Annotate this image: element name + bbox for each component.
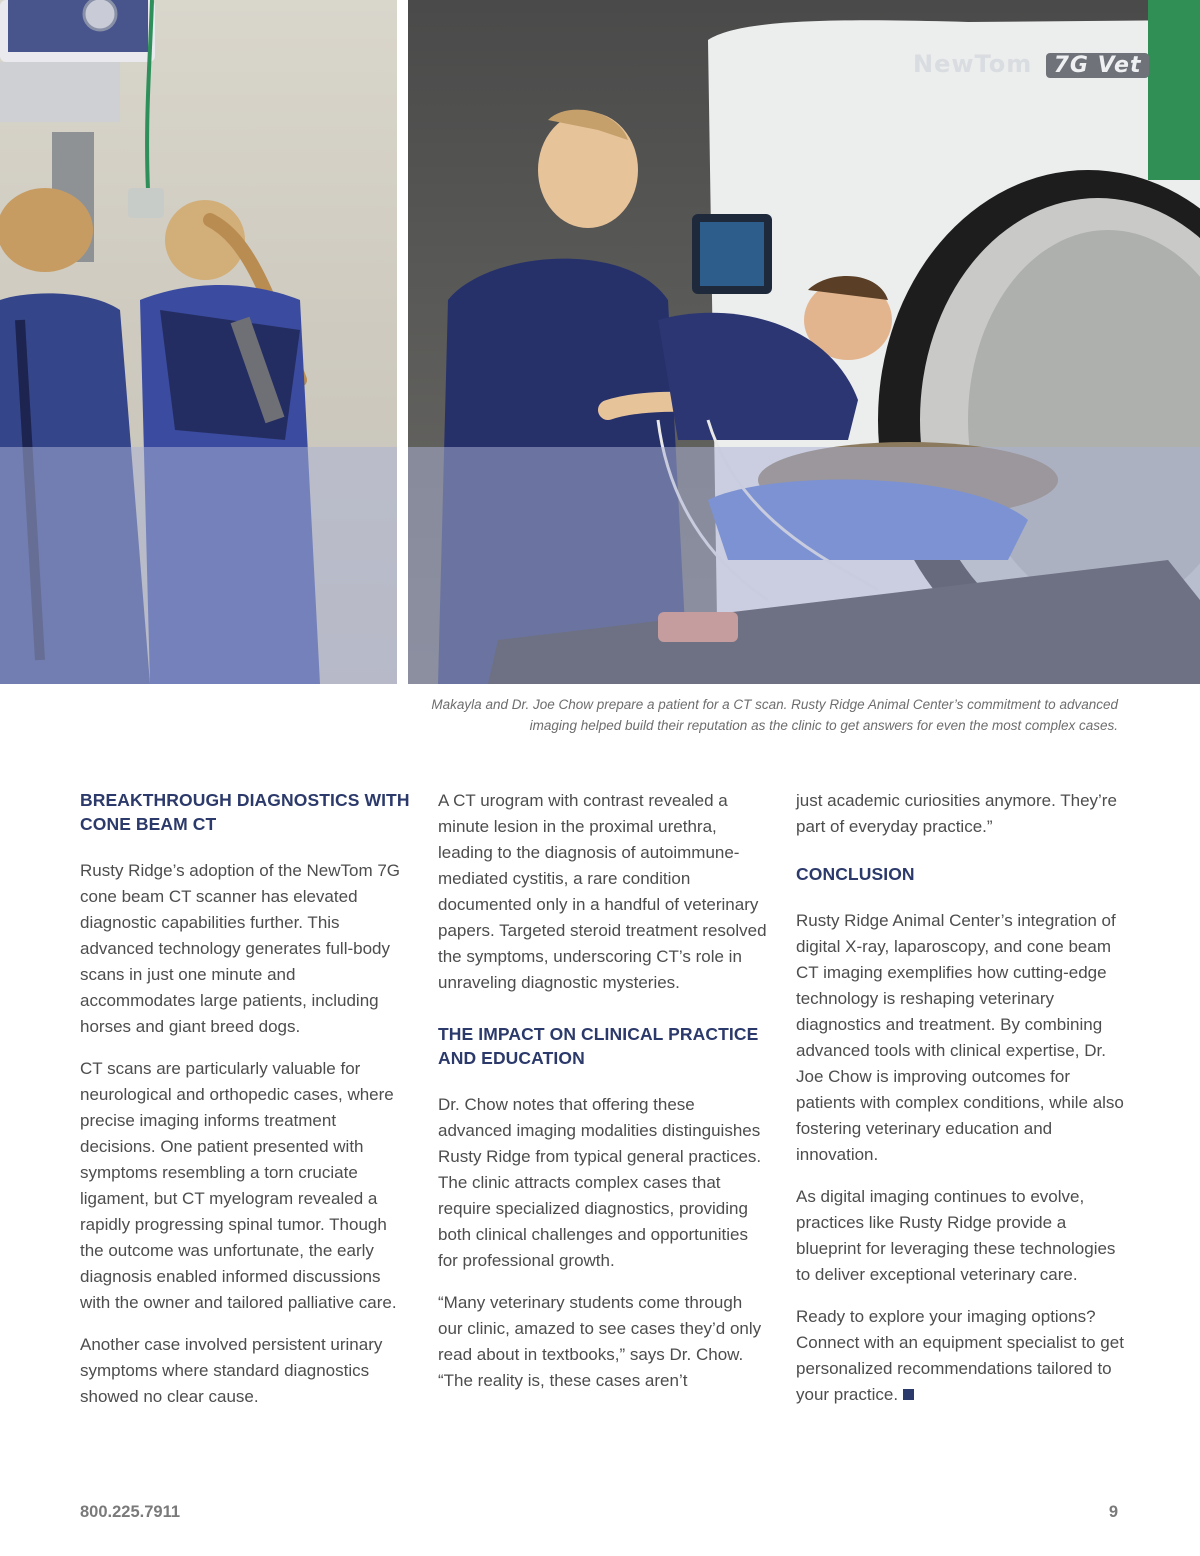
- paragraph: CT scans are particularly valuable for neurological and orthopedic cases, where precise imaging informs treatment decisions. One patient presented with symptoms resembling a torn cruciate ligament, but CT myelogram revealed a rapidly progressing spinal tumor. Though the outcome was unfortunate, the early diagnosis enabled informed discussions with the owner and tailored palliative care.: [80, 1059, 397, 1312]
- section-heading-conclusion: CONCLUSION: [796, 864, 915, 884]
- scanner-brand-label: [913, 50, 1142, 84]
- paragraph-closing: [796, 1304, 1126, 1408]
- scanner-model: 7G Vet: [1046, 53, 1150, 78]
- photo-left-technicians: [0, 0, 397, 684]
- photo-right-ct-scan: [408, 0, 1200, 684]
- section-heading-impact: THE IMPACT ON CLINICAL PRACTICE AND EDUCATION: [438, 1024, 759, 1068]
- paragraph: Rusty Ridge Animal Center’s integration of digital X-ray, laparoscopy, and cone beam CT imaging exemplifies how cutting-edge technology is reshaping veterinary diagnostics and treatment. By combining advanced tools with clinical expertise, Dr. Joe Chow is improving outcomes for patients with complex conditions, while also fostering veterinary education and innovation.: [796, 911, 1124, 1164]
- article-column-3: [796, 788, 1126, 1424]
- article-column-1: [80, 788, 410, 1426]
- paragraph: Rusty Ridge’s adoption of the NewTom 7G cone beam CT scanner has elevated diagnostic capabilities further. This advanced technology generates full-body scans in just one minute and accommodates large patients, including horses and giant breed dogs.: [80, 861, 401, 1036]
- photo-caption: Makayla and Dr. Joe Chow prepare a patient for a CT scan. Rusty Ridge Animal Center’s commitment to advanced imaging helped build their reputation as the clinic to get answers for even the most complex cases.: [431, 697, 1118, 733]
- paragraph: A CT urogram with contrast revealed a minute lesion in the proximal urethra, leading to the diagnosis of autoimmune-mediated cystitis, a rare condition documented only in a handful of veterinary papers. Targeted steroid treatment resolved the symptoms, underscoring CT’s role in unraveling diagnostic mysteries.: [438, 791, 767, 992]
- article-column-2: [438, 788, 768, 1410]
- end-of-article-square-icon: [903, 1389, 914, 1400]
- page-number: 9: [1108, 1503, 1118, 1521]
- paragraph: Dr. Chow notes that offering these advanced imaging modalities distinguishes Rusty Ridge from typical general practices. The clinic attracts complex cases that require specialized diagnostics, providing both clinical challenges and opportunities for professional growth.: [438, 1095, 762, 1270]
- photo-tint-overlay: [408, 447, 1200, 684]
- paragraph: Another case involved persistent urinary symptoms where standard diagnostics showed no clear cause.: [80, 1335, 383, 1406]
- closing-text: Ready to explore your imaging options? Connect with an equipment specialist to get personalized recommendations tailored to your practice.: [796, 1307, 1124, 1404]
- paragraph: As digital imaging continues to evolve, practices like Rusty Ridge provide a blueprint for leveraging these technologies to deliver exceptional veterinary care.: [796, 1187, 1116, 1284]
- footer-phone-number: 800.225.7911: [80, 1503, 181, 1521]
- scanner-brand: NewTom: [913, 50, 1033, 78]
- section-heading-diagnostics: BREAKTHROUGH DIAGNOSTICS WITH CONE BEAM CT: [80, 790, 410, 834]
- paragraph: “Many veterinary students come through our clinic, amazed to see cases they’d only read about in textbooks,” says Dr. Chow. “The reality is, these cases aren’t: [438, 1293, 762, 1390]
- paragraph: just academic curiosities anymore. They’re part of everyday practice.”: [796, 791, 1117, 836]
- photo-tint-overlay: [0, 447, 397, 684]
